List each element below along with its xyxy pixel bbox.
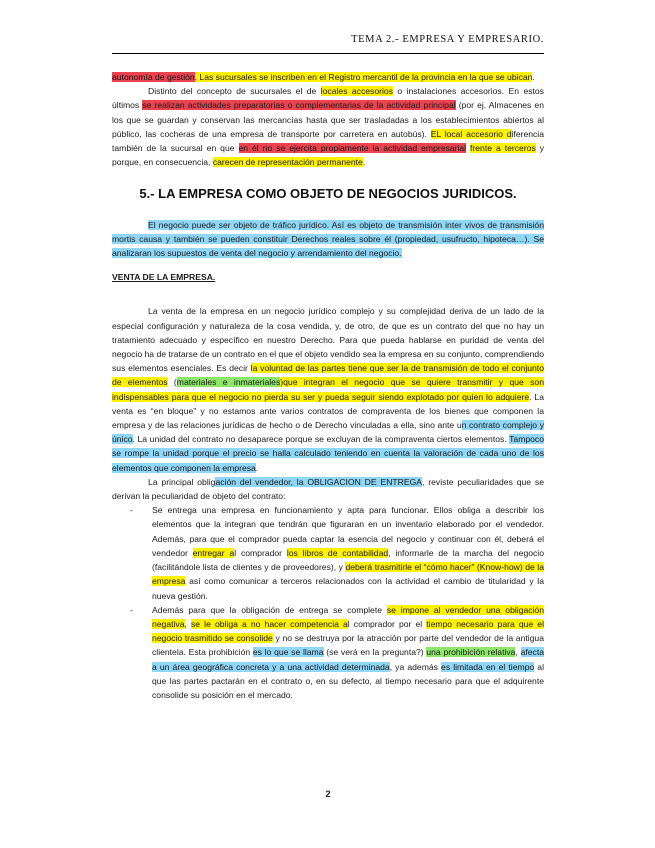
- page-number: 2: [325, 789, 331, 799]
- text-run: .: [362, 157, 366, 168]
- highlighted-text: carecen de representación permanente: [212, 157, 363, 168]
- text-run: .: [255, 462, 259, 473]
- highlighted-text: es lo que se llama: [252, 647, 324, 658]
- highlighted-text: se le obliga a no hacer competencia a: [191, 618, 348, 629]
- section-title: 5.- LA EMPRESA COMO OBJETO DE NEGOCIOS JURIDICOS.: [139, 186, 517, 202]
- highlighted-text: frente a terceros: [470, 143, 536, 154]
- text-run: o instalaciones accesorios. En estos últimos: [112, 86, 544, 111]
- text-run: ,: [515, 647, 521, 658]
- highlighted-text: una prohibición relativa: [426, 647, 516, 658]
- text-run: así como comunicar a terceros relacionados con la actividad el cambio de titularidad y la nueva gestión.: [152, 576, 544, 601]
- highlighted-text: ación del vendedor, la OBLIGACION DE ENTREGA: [215, 476, 423, 487]
- text-run: ,: [184, 618, 191, 629]
- highlighted-text: . Las sucursales se inscriben en el Registro mercantil de la provincia en la que se ubican: [194, 72, 533, 82]
- highlighted-text: afecta a un área geográfica concreta y a una actividad determinada: [152, 647, 544, 672]
- paragraph-obligacion-entrega: [112, 475, 544, 503]
- highlighted-text: EL local accesorio d: [430, 128, 512, 139]
- text-run: l comprador por el: [347, 618, 427, 629]
- running-header: TEMA 2.- EMPRESA Y EMPRESARIO.: [351, 34, 544, 45]
- text-run: (se verá en la pregunta?): [323, 647, 427, 658]
- list-item: [112, 503, 544, 602]
- highlighted-text: materiales e inmateriales: [176, 377, 281, 388]
- paragraph-objeto-trafico: [112, 218, 544, 261]
- text-run: , informarle de la marcha del negocio (facilitándole lista de clientes y de proveedores), y: [152, 547, 544, 573]
- list-item: [112, 603, 544, 702]
- header-divider: [112, 53, 544, 54]
- highlighted-text: se realizan actividades preparatorias o complementarias de la actividad principal: [142, 100, 456, 111]
- highlighted-text: El negocio puede ser objeto de tráfico jurídico. Así es objeto de transmisión inter vivos de transmisión mortis causa y también se pueden constituir Derechos reales sobre él (propiedad, usufructo, hipoteca…). Se analizaran los supuestos de venta del negocio y arrendamiento del negocio.: [112, 219, 544, 259]
- paragraph-locales-accesorios: [112, 84, 544, 169]
- highlighted-text: los libros de contabilidad: [286, 547, 389, 558]
- text-run: Distinto del concepto de sucursales el de: [148, 86, 321, 97]
- subheading-venta-empresa: VENTA DE LA EMPRESA.: [112, 272, 216, 283]
- text-run: La principal oblig: [148, 476, 216, 487]
- highlighted-text: en él no se ejercita propiamente la actividad empresarial: [238, 143, 467, 154]
- highlighted-text: deberá trasmitirle el “cómo hacer” (Know-how) de la empresa: [152, 562, 544, 587]
- highlighted-text: locales accesorios: [320, 86, 393, 97]
- text-run: Se entrega una empresa en funcionamiento y apta para funcionar. Ellos obliga a describir los elementos que la integran que tendrán que figuraran en un inventario elaborado por el vendedor. Además, para que el comprador pueda captar la esencia del negocio y continuar con él, deberá el vendedor: [152, 505, 544, 558]
- text-run: . La unidad del contrato no desaparece porque se excluyan de la compraventa ciertos elementos.: [132, 434, 510, 445]
- text-run: . La venta es “en bloque” y no estamos ante varios contratos de compraventa de los bienes que componen la empresa y de las relaciones jurídicas de hecho o de Derecho vinculadas a ella, sino ante u: [112, 391, 544, 431]
- highlighted-text: ): [280, 377, 284, 388]
- text-run: (por ej. Almacenes en los que se guardan y conservan las mercancías hasta que ser trasladadas a los establecimientos abiertos al público, las cocheras de una empresa de transporte por carretera en autobús).: [112, 100, 544, 139]
- highlighted-text: entregar a: [192, 547, 235, 558]
- text-run: La venta de la empresa en un negocio jurídico complejo y su complejidad deriva de un lado de la especial configuración y naturaleza de la cosa vendida, y, de otro, de que es un contrato del que no hay un tratamiento adecuado y específico en nuestro Derecho. Para que pueda hablarse en puridad de venta del negocio ha de tratarse de un contrato en el que el objeto vendido sea la empresa en su conjunto, comprendiendo sus elementos esenciales. Es decir: [112, 306, 544, 374]
- highlighted-text: la voluntad de las partes tiene que ser la de transmisión de todo el conjunto de elementos: [112, 363, 544, 388]
- highlighted-text: Tampoco se rompe la unidad porque el precio se halla calculado teniendo en cuenta la valoración de cada uno de los elementos que componen la empresa: [112, 434, 544, 473]
- highlighted-text: autonomía de gestión: [112, 72, 195, 82]
- text-run: al que las partes pactarán en el contrato o, en su defecto, al tiempo necesario para que el adquirente consolide su posición en el mercado.: [152, 661, 544, 700]
- highlighted-text: es limitada en el tiempo: [441, 661, 535, 672]
- text-run: l comprador: [234, 547, 287, 558]
- paragraph-sucursales-registro: [112, 70, 544, 84]
- text-run: , ya además: [389, 661, 442, 672]
- text-run: , reviste peculiaridades que se derivan la peculiaridad de objeto del contrato:: [112, 476, 544, 502]
- text-run: y no se destruya por la atracción por parte del vendedor de la antigua clientela. Esta prohibición: [152, 633, 544, 658]
- obligations-list: [112, 503, 544, 702]
- highlighted-text: tiempo necesario para que el negocio trasmitido se consolide: [152, 618, 544, 644]
- highlighted-text: que integran el negocio que se quiere transmitir y que son indispensables para que el negocio no pierda su ser y pueda seguir siendo explotado por quien lo adquiere: [112, 377, 544, 402]
- text-run: iferencia también de la sucursal en que: [112, 128, 544, 154]
- text-run: Además para que la obligación de entrega se complete: [152, 604, 387, 615]
- text-run: (: [167, 377, 177, 388]
- highlighted-text: se impone al vendedor una obligación negativa: [152, 604, 544, 629]
- text-run: .: [532, 72, 535, 82]
- page-body: [112, 70, 544, 702]
- text-run: y porque, en consecuencia,: [112, 143, 545, 168]
- highlighted-text: n contrato complejo y único: [112, 420, 544, 445]
- paragraph-venta-empresa: [112, 304, 544, 474]
